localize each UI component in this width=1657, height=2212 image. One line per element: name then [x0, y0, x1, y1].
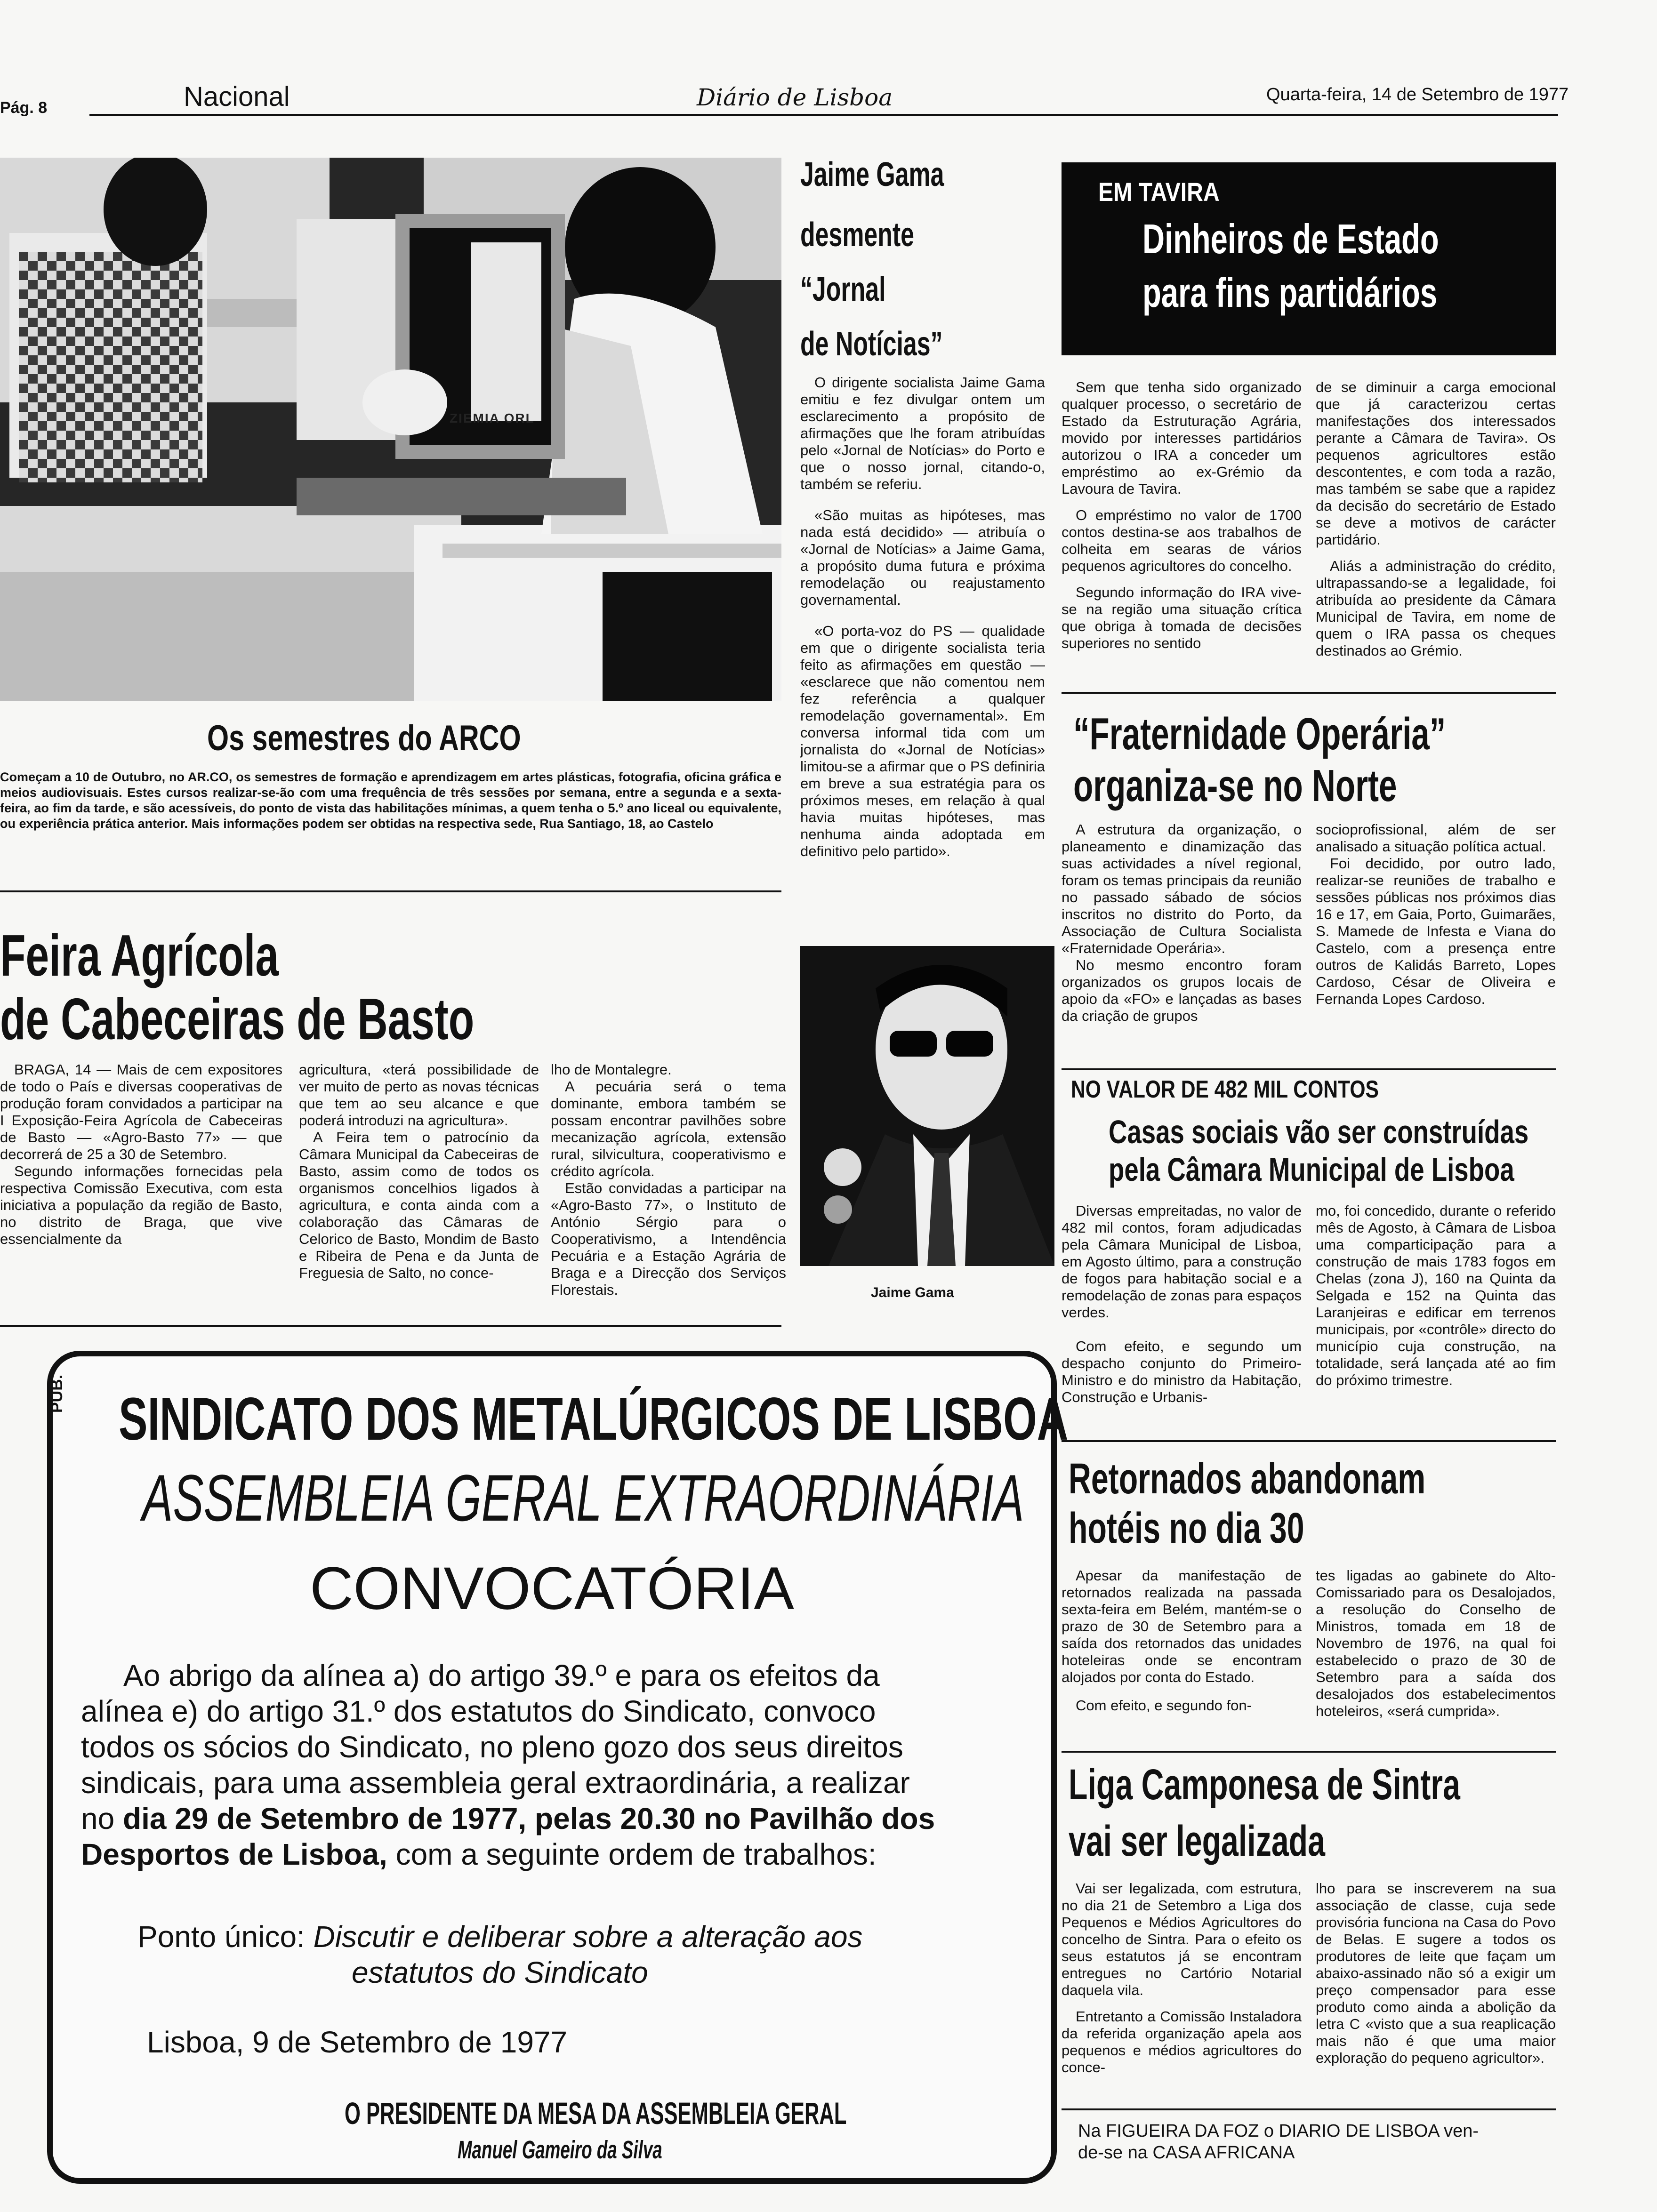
- feira-col-3: [551, 1061, 786, 1298]
- tavira-title-line-2: para fins partidários: [1142, 269, 1438, 316]
- ad-convocatoria: CONVOCATÓRIA: [310, 1555, 794, 1622]
- retornados-paragraph: Com efeito, e segundo fon-: [1076, 1697, 1252, 1714]
- figueira-line-2: de-se na CASA AFRICANA: [1078, 2143, 1295, 2163]
- ad-line-5-bold: dia 29 de Setembro de 1977, pelas 20.30 no Pavilhão dos: [122, 1802, 935, 1835]
- fraternidade-title-line-2: organiza-se no Norte: [1073, 761, 1397, 811]
- ad-line-5: [81, 1801, 1051, 1836]
- workshop-photo: [0, 158, 781, 701]
- retornados-title-line-2: hotéis no dia 30: [1069, 1504, 1304, 1552]
- casas-title-line-1: Casas sociais vão ser construídas: [1109, 1114, 1529, 1150]
- casas-paragraph: Diversas empreitadas, no valor de 482 mil contos, foram adjudicadas pela Câmara Municipal de Lisboa, em Agosto último, para a construção de fogos para habitação social e a remodelação de zonas para espaços verdes.: [1062, 1202, 1302, 1321]
- feira-paragraph: Estão convidadas a participar na «Agro-Basto 77», o Instituto de António Sérgio para o Cooperativismo, a Intendência Pecuária e a Estação Agrária de Braga e a Direcção dos Serviços Florestais.: [551, 1180, 786, 1298]
- ad-headline: SINDICATO DOS METALÚRGICOS DE LISBOA: [119, 1386, 1069, 1453]
- jaime-paragraph: «São muitas as hipóteses, mas nada está decidido» — atribuía o «Jornal de Notícias» a Jaime Gama, a propósito duma futura e próxima remodelação ou reajustamento governamental.: [800, 507, 1045, 608]
- fraternidade-col-2: [1316, 821, 1556, 1008]
- feira-paragraph: lho de Montalegre.: [551, 1061, 672, 1078]
- jaime-paragraph: O dirigente socialista Jaime Gama emitiu e fez divulgar ontem um esclarecimento a propósito de afirmações que lhe foram atribuídas pelo «Jornal de Notícias» do Porto e que o nosso jornal, citando-o, também se referiu.: [800, 374, 1045, 492]
- ad-ponto-line-2: [137, 1955, 1051, 1990]
- fraternidade-col-1: [1062, 821, 1302, 1025]
- casas-col-2: [1316, 1202, 1556, 1389]
- photo-sign-text: ZIEMIA ORL: [450, 411, 535, 425]
- liga-paragraph: Entretanto a Comissão Instaladora da referida organização apela aos pequenos e médios agricultores do conce-: [1062, 2008, 1302, 2076]
- paper-name: Diário de Lisboa: [697, 84, 893, 111]
- liga-paragraph: lho para se inscreverem na sua associação de classe, cuja sede provisória funciona na Casa do Povo de Belas. E sugere a todos os produtores de leite que façam um abaixo-assinado não só a exigir um preço compensador para esse produto como ainda a abolição da letra C «visto que a sua reaplicação mais não é que uma maior exploração do pequeno agricultor».: [1316, 1880, 1556, 2066]
- section-name: Nacional: [184, 81, 290, 112]
- tavira-paragraph: de se diminuir a carga emocional que já caracterizou certas manifestações dos interessados perante a Câmara de Tavira». Os pequenos agricultores estão descontentes, e com toda a razão, mas também se sabe que a rapidez da decisão do secretário de Estado se deve a motivos de carácter partidário.: [1316, 379, 1556, 548]
- feira-paragraph: Segundo informações fornecidas pela respectiva Comissão Executiva, com esta iniciativa a população da região de Basto, no distrito de Braga, que vive essencialmente da: [0, 1163, 282, 1247]
- tavira-banner: [1062, 162, 1556, 355]
- jaime-portrait-photo: [800, 946, 1054, 1266]
- sindicato-advert: [47, 1351, 1069, 2184]
- retornados-col-2: [1316, 1567, 1556, 1720]
- casas-title-line-2: pela Câmara Municipal de Lisboa: [1109, 1151, 1514, 1188]
- figueira-line-1: Na FIGUEIRA DA FOZ o DIARIO DE LISBOA ven-: [1078, 2121, 1479, 2141]
- retornados-title-line-1: Retornados abandonam: [1069, 1455, 1426, 1503]
- portrait-art: [800, 946, 1054, 1266]
- page-number: Pág. 8: [0, 99, 48, 117]
- issue-date: Quarta-feira, 14 de Setembro de 1977: [1266, 85, 1569, 104]
- figueira-note: [1078, 2120, 1558, 2164]
- ad-line: todos os sócios do Sindicato, no pleno gozo dos seus direitos: [81, 1730, 903, 1764]
- workshop-photo-art: [0, 158, 781, 701]
- fraternidade-title-line-1: “Fraternidade Operária”: [1073, 709, 1446, 759]
- tavira-kicker: EM TAVIRA: [1098, 177, 1220, 207]
- feira-col-2: [299, 1061, 539, 1282]
- ad-ponto-line-1: [137, 1919, 1051, 1955]
- retornados-rule: [1062, 1751, 1556, 1753]
- feira-paragraph: BRAGA, 14 — Mais de cem expositores de todo o País e diversas cooperativas de produção foram convidados a participar na I Exposição-Feira Agrícola de Cabeceiras de Basto — «Agro-Basto 77» — que decorrerá de 25 a 30 de Setembro.: [0, 1061, 282, 1162]
- ad-line-6-rest: com a seguinte ordem de trabalhos:: [387, 1837, 877, 1871]
- jaime-title-line-1: Jaime Gama: [800, 156, 944, 193]
- ad-ponto: [137, 1919, 1051, 1990]
- jaime-paragraph: «O porta-voz do PS — qualidade em que o dirigente socialista teria feito as afirmações em questão — «esclarece que não comentou nem fez referência a qualquer remodelação governamental». Em conversa informal tida com um jornalista do «Jornal de Notícias» limitou-se a afirmar que o PS definiria em breve a sua estratégia para os próximos meses, em relação à qual havia muitas hipóteses, mas nenhuma ainda adoptada em definitivo pelo partido».: [800, 623, 1045, 859]
- jaime-title-line-4: de Notícias”: [800, 325, 943, 363]
- liga-col-2: [1316, 1880, 1556, 2067]
- tavira-col-1: [1062, 379, 1302, 652]
- arco-rule: [0, 890, 781, 892]
- ad-line-6: [81, 1836, 1051, 1872]
- fraternidade-rule: [1062, 1068, 1556, 1070]
- feira-title-line-1: Feira Agrícola: [0, 923, 279, 988]
- feira-col-1: [0, 1061, 282, 1248]
- ad-ponto-text-1: Discutir e deliberar sobre a alteração aos: [313, 1920, 863, 1954]
- tavira-paragraph: Segundo informação do IRA vive-se na região uma situação crítica que obriga à tomada de decisões superiores no sentido: [1062, 584, 1302, 651]
- liga-rule: [1062, 2108, 1556, 2110]
- casas-rule: [1062, 1440, 1556, 1442]
- fraternidade-paragraph: socioprofissional, além de ser analisado a situação política actual.: [1316, 821, 1556, 855]
- feira-paragraph: A Feira tem o patrocínio da Câmara Municipal da Cabeceiras de Basto, assim como de todos os organismos concelhios ligados à agricultura, e conta ainda com a colaboração das Câmaras de Celorico de Basto, Mondim de Basto e Ribeira de Pena e da Junta de Freguesia de Salto, no conce-: [299, 1129, 539, 1281]
- ad-date: Lisboa, 9 de Setembro de 1977: [147, 2025, 568, 2059]
- ad-top-rule: [0, 1325, 781, 1327]
- jaime-body: [800, 374, 1045, 860]
- fraternidade-paragraph: Foi decidido, por outro lado, realizar-se reuniões de trabalho e sessões públicas nos próximos dias 16 e 17, em Gaia, Porto, Guimarães, S. Mamede de Infesta e Viana do Castelo, com a presença entre outros de Kalidás Barreto, Lopes Cardoso, César de Oliveira e Fernanda Lopes Cardoso.: [1316, 855, 1556, 1007]
- masthead-rule: [89, 114, 1558, 116]
- ad-line-5-pre: no: [81, 1802, 123, 1835]
- ad-line-6-bold: Desportos de Lisboa,: [81, 1837, 387, 1871]
- ad-line: Ao abrigo da alínea a) do artigo 39.º e para os efeitos da: [123, 1659, 880, 1692]
- ad-signer-title: O PRESIDENTE DA MESA DA ASSEMBLEIA GERAL: [345, 2096, 847, 2131]
- casas-paragraph: mo, foi concedido, durante o referido mês de Agosto, à Câmara de Lisboa uma comparticipação para a construção de mais 1783 fogos em Chelas (zona J), 160 na Quinta da Selgada e 152 na Quinta das Laranjeiras e edificar em terrenos municipais, por «contrôle» directo do município cuja construção, na totalidade, será lançada até ao fim do próximo trimestre.: [1316, 1202, 1556, 1388]
- casas-kicker: NO VALOR DE 482 MIL CONTOS: [1071, 1076, 1379, 1103]
- retornados-paragraph: tes ligadas ao gabinete do Alto-Comissariado para os Desalojados, a resolução do Conselho de Ministros, tomada em 18 de Novembro de 1976, na qual foi estabelecido o prazo de 30 de Setembro para a saída dos desalojados dos estabelecimentos hoteleiros, «será cumprida».: [1316, 1567, 1556, 1719]
- ad-line: sindicais, para uma assembleia geral extraordinária, a realizar: [81, 1766, 910, 1800]
- ad-pub-label: PUB.: [48, 1374, 66, 1413]
- arco-headline: Os semestres do ARCO: [207, 718, 521, 758]
- portrait-caption: Jaime Gama: [871, 1285, 954, 1300]
- ad-line: alínea e) do artigo 31.º dos estatutos do Sindicato, convoco: [81, 1694, 876, 1728]
- ad-ponto-label: Ponto único:: [137, 1920, 314, 1954]
- retornados-paragraph: Apesar da manifestação de retornados realizada na passada sexta-feira em Belém, mantém-se o prazo de 30 de Setembro para a saída dos retornados das unidades hoteleiras onde se encontram alojados por conta do Estado.: [1062, 1567, 1302, 1685]
- ad-signer-name: Manuel Gameiro da Silva: [458, 2136, 662, 2164]
- retornados-col-1: [1062, 1567, 1302, 1714]
- fraternidade-paragraph: A estrutura da organização, o planeamento e dinamização das suas actividades a nível regional, foram os temas principais da reunião no passado sábado de sócios inscritos no distrito do Porto, da Associação de Cultura Socialista «Fraternidade Operária».: [1062, 821, 1302, 956]
- tavira-paragraph: Aliás a administração do crédito, ultrapassando-se a legalidade, foi atribuída ao presidente da Câmara Municipal de Tavira, em nome de quem o IRA passa os cheques destinados ao Grémio.: [1316, 558, 1556, 659]
- feira-paragraph: A pecuária será o tema dominante, embora também se possam encontrar pavilhões sobre mecanização agrícola, extensão rural, silvicultura, cooperativismo e crédito agrícola.: [551, 1078, 786, 1179]
- liga-col-1: [1062, 1880, 1302, 2076]
- tavira-title-line-1: Dinheiros de Estado: [1142, 216, 1439, 262]
- liga-title-line-2: vai ser legalizada: [1069, 1817, 1325, 1865]
- tavira-rule: [1062, 692, 1556, 694]
- jaime-headline: [800, 155, 1045, 377]
- ad-ponto-text-2: estatutos do Sindicato: [352, 1956, 648, 1989]
- liga-paragraph: Vai ser legalizada, com estrutura, no dia 21 de Setembro a Liga dos Pequenos e Médios Agricultores do concelho de Sintra. Para o efeito os seus estatutos já se encontram entregues no Cartório Notarial daquela vila.: [1062, 1880, 1302, 1998]
- ad-body: [81, 1658, 1051, 1872]
- feira-paragraph: agricultura, «terá possibilidade de ver muito de perto as novas técnicas que tem ao seu alcance e que poderá introduzi na agricultura».: [299, 1061, 539, 1129]
- tavira-paragraph: Sem que tenha sido organizado qualquer processo, o secretário de Estado da Estruturação Agrária, movido por interesses partidários autorizou o IRA a conceder um empréstimo ao ex-Grémio da Lavoura de Tavira.: [1062, 379, 1302, 497]
- casas-paragraph: Com efeito, e segundo um despacho conjunto do Primeiro-Ministro e do ministro da Habitação, Construção e Urbanis-: [1062, 1338, 1302, 1405]
- casas-col-1: [1062, 1202, 1302, 1406]
- jaime-title-line-3: “Jornal: [800, 271, 886, 308]
- tavira-paragraph: O empréstimo no valor de 1700 contos destina-se aos trabalhos de colheita em searas de vários pequenos agricultores do concelho.: [1062, 507, 1302, 574]
- fraternidade-paragraph: No mesmo encontro foram organizados os grupos locais de apoio da «FO» e lançadas as bases da criação de grupos: [1062, 957, 1302, 1024]
- tavira-col-2: [1316, 379, 1556, 659]
- feira-title-line-2: de Cabeceiras de Basto: [0, 987, 475, 1052]
- liga-title-line-1: Liga Camponesa de Sintra: [1069, 1761, 1460, 1809]
- jaime-title-line-2: desmente: [800, 216, 915, 254]
- ad-subhead: ASSEMBLEIA GERAL EXTRAORDINÁRIA: [142, 1461, 1024, 1535]
- arco-text: Começam a 10 de Outubro, no AR.CO, os semestres de formação e aprendizagem em artes plásticas, fotografia, oficina gráfica e meios audiovisuais. Estes cursos realizar-se-ão com uma frequência de três sessões por semana, entre a segunda e a sexta-feira, ao fim da tarde, e são acessíveis, do ponto de vista das habilitações mínimas, a quem tenha o 5.º ano liceal ou equivalente, ou experiência prática anterior. Mais informações podem ser obtidas na respectiva sede, Rua Santiago, 18, ao Castelo: [0, 770, 781, 831]
